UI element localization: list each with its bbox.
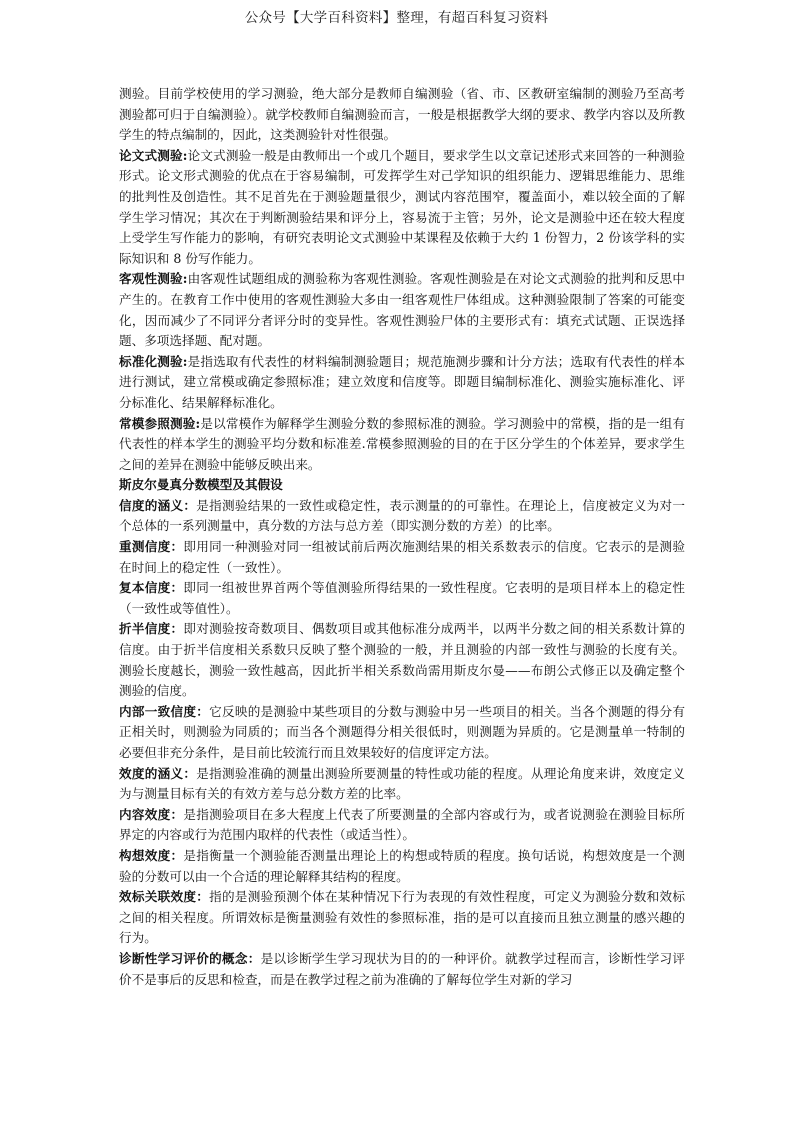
paragraph-essay-test bbox=[119, 146, 685, 270]
paragraph-content-validity bbox=[119, 805, 685, 846]
section-heading: 斯皮尔曼真分数模型及其假设 bbox=[119, 477, 283, 493]
term-validity-meaning: 效度的涵义： bbox=[119, 765, 197, 781]
paragraph-objective-test bbox=[119, 269, 685, 351]
paragraph-text: 是指测验项目在多大程度上代表了所要测量的全部内容或行为，或者说测验在测验目标所界定的内容或行为范围内取样的代表性（或适当性）。 bbox=[119, 806, 686, 843]
term-standardized-test: 标准化测验: bbox=[119, 353, 188, 369]
paragraph-text: 它反映的是测验中某些项目的分数与测验中另一些项目的相关。当各个测题的得分有正相关时，则测验为同质的；而当各个测题得分相关很低时，则测题为异质的。它是测量单一特制的必要但非充分条件，是目前比较流行而且效果较好的信度评定方法。 bbox=[119, 703, 686, 760]
paragraph-diagnostic-evaluation bbox=[119, 949, 685, 990]
paragraph-text: 即同一组被世界首两个等值测验所得结果的一致性程度。它表明的是项目样本上的稳定性（一致性或等值性）。 bbox=[119, 580, 686, 616]
paragraph-test-intro bbox=[119, 84, 685, 146]
term-split-half: 折半信度： bbox=[119, 621, 184, 637]
paragraph-norm-referenced-test bbox=[119, 414, 685, 476]
paragraph-reliability-meaning bbox=[119, 496, 685, 537]
term-parallel-forms: 复本信度： bbox=[119, 580, 184, 596]
paragraph-text: 是指测验结果的一致性或稳定性，表示测量的的可靠性。在理论上，信度被定义为对一个总体的一系列测量中，真分数的方法与总方差（即实测分数的方差）的比率。 bbox=[119, 497, 686, 534]
paragraph-construct-validity bbox=[119, 846, 685, 887]
paragraph-text: 指的是测验预测个体在某种情况下行为表现的有效性程度，可定义为测验分数和效标之间的相关程度。所谓效标是衡量测验有效性的参照标准，指的是可以直接而且独立测量的感兴趣的行为。 bbox=[119, 889, 686, 946]
term-internal-consistency: 内部一致信度： bbox=[119, 703, 210, 719]
term-norm-referenced-test: 常模参照测验: bbox=[119, 415, 201, 431]
paragraph-text: 测验。目前学校使用的学习测验，绝大部分是教师自编测验（省、市、区教研室编制的测验乃至高考测验都可归于自编测验）。就学校教师自编测验而言，一般是根据教学大纲的要求、教学内容以及所教学生的特点编制的，因此，这类测验针对性很强。 bbox=[119, 86, 685, 143]
term-objective-test: 客观性测验: bbox=[119, 271, 188, 287]
paragraph-text: 是指选取有代表性的材料编制测验题目；规范施测步骤和计分方法；选取有代表性的样本进行测试，建立常模或确定参照标准；建立效度和信度等。即题目编制标准化、测验实施标准化、评分标准化、结果解释标准化。 bbox=[119, 353, 686, 410]
paragraph-standardized-test bbox=[119, 352, 685, 414]
paragraph-parallel-forms bbox=[119, 578, 685, 619]
paragraph-split-half bbox=[119, 619, 685, 701]
paragraph-test-retest bbox=[119, 537, 685, 578]
term-criterion-validity: 效标关联效度： bbox=[119, 889, 210, 905]
paragraph-text: 即对测验按奇数项目、偶数项目或其他标准分成两半，以两半分数之间的相关系数计算的信度。由于折半信度相关系数只反映了整个测验的一般，并且测验的内部一致性与测验的长度有关。测验长度越长，测验一致性越高，因此折半相关系数尚需用斯皮尔曼——布朗公式修正以及确定整个测验的信度。 bbox=[119, 621, 686, 699]
paragraph-text: 即用同一种测验对同一组被试前后两次施测结果的相关系数表示的信度。它表示的是测验在时间上的稳定性（一致性）。 bbox=[119, 539, 686, 575]
term-test-retest: 重测信度： bbox=[119, 539, 184, 555]
paragraph-validity-meaning bbox=[119, 764, 685, 805]
term-construct-validity: 构想效度： bbox=[119, 847, 184, 863]
term-diagnostic-evaluation: 诊断性学习评价的概念： bbox=[119, 950, 261, 966]
paragraph-text: 是指衡量一个测验能否测量出理论上的构想或特质的程度。换句话说，构想效度是一个测验的分数可以由一个合适的理论解释其结构的程度。 bbox=[119, 847, 686, 884]
paragraph-text: 是以常模作为解释学生测验分数的参照标准的测验。学习测验中的常模，指的是一组有代表性的样本学生的测验平均分数和标准差.常模参照测验的目的在于区分学生的个体差异，要求学生之间的差异在测验中能够反映出来。 bbox=[119, 415, 685, 472]
paragraph-text: 是以诊断学生学习现状为目的的一种评价。就教学过程而言，诊断性学习评价不是事后的反思和检查，而是在教学过程之前为准确的了解每位学生对新的学习 bbox=[119, 950, 686, 987]
page-header: 公众号【大学百科资料】整理，有超百科复习资料 bbox=[244, 10, 549, 26]
paragraph-text: 是指测验准确的测量出测验所要测量的特性或功能的程度。从理论角度来讲，效度定义为与测量目标有关的有效方差与总分数方差的比率。 bbox=[119, 765, 686, 802]
paragraph-criterion-validity bbox=[119, 887, 685, 949]
paragraph-text: 由客观性试题组成的测验称为客观性测验。客观性测验是在对论文式测验的批判和反思中产生的。在教育工作中使用的客观性测验大多由一组客观性尸体组成。这种测验限制了答案的可能变化，因而减少了不同评分者评分时的变异性。客观性测验尸体的主要形式有：填充式试题、正误选择题、多项选择题、配对题。 bbox=[119, 271, 686, 349]
term-content-validity: 内容效度： bbox=[119, 806, 184, 822]
document-body bbox=[119, 84, 685, 990]
paragraph-text: 论文式测验一般是由教师出一个或几个题目，要求学生以文章记述形式来回答的一种测验形式。论文形式测验的优点在于容易编制，可发挥学生对己学知识的组织能力、逻辑思维能力、思维的批判性及创造性。其不足首先在于测验题量很少，测试内容范围窄，覆盖面小，难以较全面的了解学生学习情况；其次在于判断测验结果和评分上，容易流于主管；另外，论文是测验中还在较大程度上受学生写作能力的影响，有研究表明论文式测验中某课程及依赖于大约 1 份智力，2 份该学科的实际知识和 8 份写作能力。 bbox=[119, 147, 686, 266]
paragraph-internal-consistency bbox=[119, 702, 685, 764]
term-essay-test: 论文式测验: bbox=[119, 147, 188, 163]
term-reliability-meaning: 信度的涵义： bbox=[119, 497, 197, 513]
